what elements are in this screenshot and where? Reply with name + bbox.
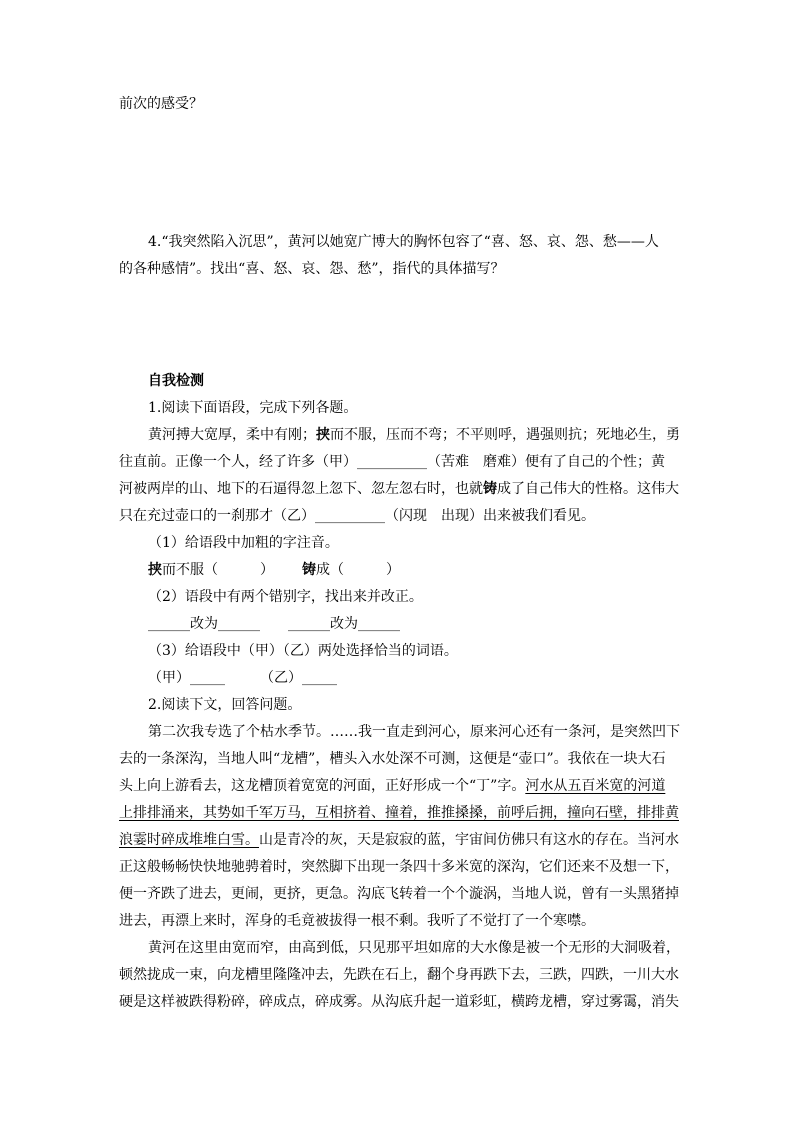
question-4-line-1: 4.“我突然陷入沉思”，黄河以她宽广博大的胸怀包容了“喜、怒、哀、怨、愁——人 <box>148 234 659 250</box>
sub-question-1-prompt: （1）给语段中加粗的字注音。 <box>148 535 339 551</box>
reading-p2-line-3: 硬是这样被跌得粉碎，碎成点，碎成雾。从沟底升起一道彩虹，横跨龙槽，穿过雾霭，消失 <box>119 994 679 1010</box>
item-1-prompt: 1.阅读下面语段，完成下列各题。 <box>148 400 358 416</box>
item-2-prompt: 2.阅读下文，回答问题。 <box>148 697 302 713</box>
passage-text: 而不服，压而不弯；不平则呼，遇强则抗；死地必生，勇 <box>330 427 680 443</box>
sub-question-3-answer: （甲）_____ （乙）_____ <box>148 670 337 686</box>
underlined-sentence: 河水从五百米宽的河道 <box>525 778 666 794</box>
bold-char-xie: 挟 <box>316 427 330 443</box>
reading-p1-line-4 <box>119 804 689 822</box>
answer-blank: 成（ ） <box>316 562 400 578</box>
bold-char-xie: 挟 <box>148 562 162 578</box>
sub-question-2-answer: ______改为______ ______改为______ <box>148 616 400 632</box>
bold-char-zhu: 铸 <box>302 562 316 578</box>
self-test-heading: 自我检测 <box>148 373 204 389</box>
underlined-sentence: 上排排涌来，其势如千军万马，互相挤着、撞着，推推搡搡，前呼后拥，撞向石壁，排排黄 <box>119 805 679 821</box>
passage-line-1 <box>148 426 689 444</box>
question-3-tail: 前次的感受？ <box>119 96 203 112</box>
reading-p1-line-8: 进去，再漂上来时，浑身的毛竟被拔得一根不剩。我听了不觉打了一个寒噤。 <box>119 913 595 929</box>
reading-p1-line-3 <box>119 777 689 795</box>
passage-text: 成了自己伟大的性格。这伟大 <box>497 481 679 497</box>
sub-question-2-prompt: （2）语段中有两个错别字，找出来并改正。 <box>148 589 423 605</box>
question-4-line-2: 的各种感情”。找出“喜、怒、哀、怨、愁”，指代的具体描写？ <box>119 261 505 277</box>
underlined-sentence: 浪霎时碎成堆堆白雪。 <box>119 832 259 848</box>
passage-line-2: 往直前。正像一个人，经了许多（甲）__________（苦难 磨难）便有了自己的个性；黄 <box>119 454 665 470</box>
reading-p1-line-7: 便一齐跌了进去，更闹，更挤，更急。沟底飞转着一个个漩涡，当地人说，曾有一头黑猪掉 <box>119 886 679 902</box>
passage-line-4: 只在充过壶口的一刹那才（乙）__________（闪现 出现）出来被我们看见。 <box>119 508 595 524</box>
reading-p1-line-6: 正这般畅畅快快地驰骋着时，突然脚下出现一条四十多米宽的深沟，它们还来不及想一下， <box>119 859 679 875</box>
passage-line-3 <box>119 480 689 498</box>
passage-text: 河被两岸的山、地下的石逼得忽上忽下、忽左忽右时，也就 <box>119 481 483 497</box>
reading-p1-line-1: 第二次我专选了个枯水季节。……我一直走到河心，原来河心还有一条河，是突然凹下 <box>148 724 680 740</box>
reading-p1-line-5 <box>119 831 689 849</box>
reading-p2-line-1: 黄河在这里由宽而窄，由高到低，只见那平坦如席的大水像是被一个无形的大洞吸着， <box>148 940 680 956</box>
passage-text: 头上向上游看去，这龙槽顶着宽宽的河面，正好形成一个“丁”字。 <box>119 778 526 794</box>
reading-p1-line-2: 去的一条深沟，当地人叫“龙槽”，槽头入水处深不可测，这便是“壶口”。我依在一块大石 <box>119 751 666 767</box>
sub-question-3-prompt: （3）给语段中（甲）（乙）两处选择恰当的词语。 <box>148 643 458 659</box>
sub-question-1-answer-b <box>302 561 502 579</box>
answer-blank: 而不服（ ） <box>162 562 274 578</box>
passage-text: 山是青冷的灰，天是寂寂的蓝，宇宙间仿佛只有这水的存在。当河水 <box>259 832 679 848</box>
passage-text: 黄河搏大宽厚，柔中有刚； <box>148 427 316 443</box>
bold-char-zhu: 铸 <box>483 481 497 497</box>
reading-p2-line-2: 顿然拢成一束，向龙槽里隆隆冲去，先跌在石上，翻个身再跌下去，三跌，四跌，一川大水 <box>119 967 679 983</box>
